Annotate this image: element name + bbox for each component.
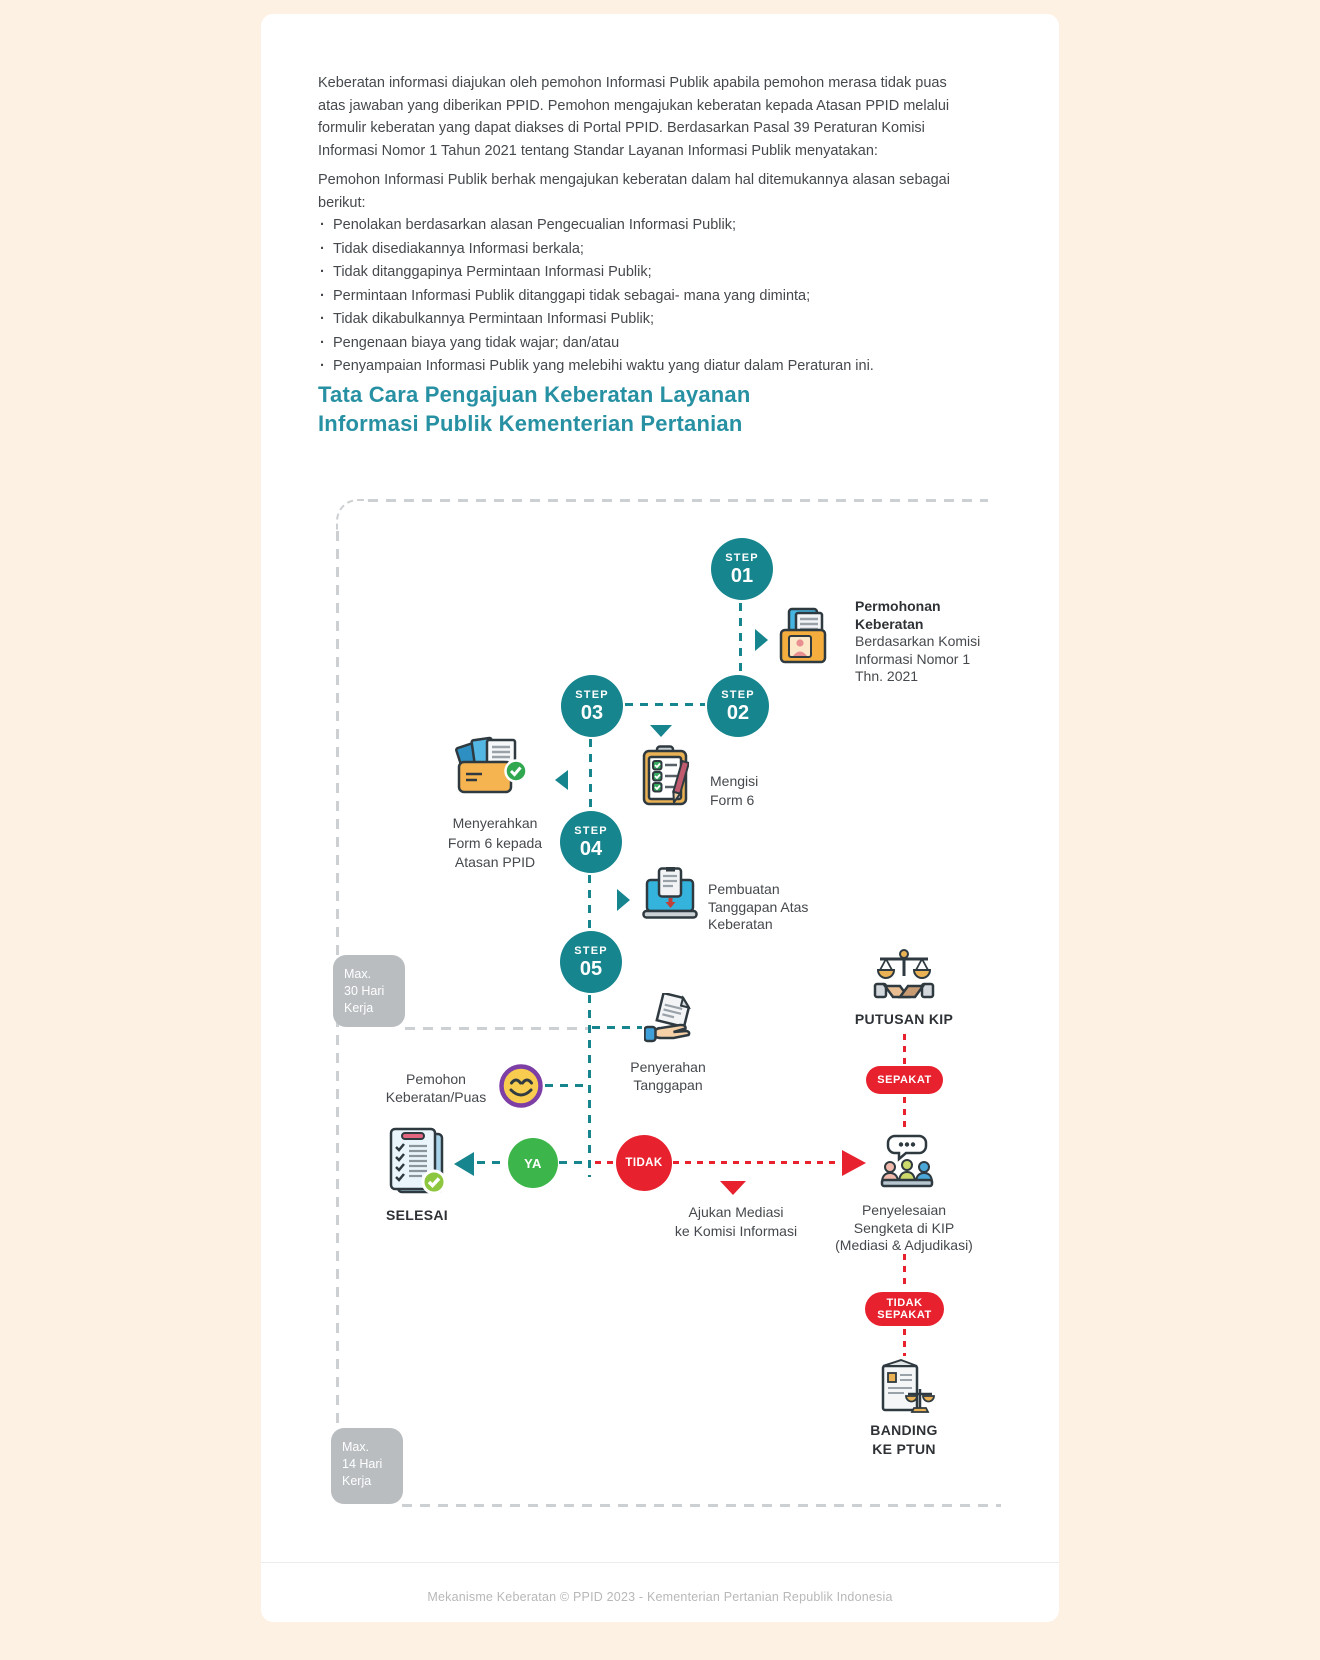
arrow-left-to-menyerahkan-icon [555,770,568,790]
step-circle-05 [560,931,622,993]
legal-document-scales-icon [874,1358,938,1416]
step-word: STEP [575,688,609,701]
mengisi-label [710,772,800,810]
label-line: Pembuatan [708,881,780,897]
label-line: Menyerahkan [452,815,538,831]
connector-ya-left [477,1161,507,1164]
footer-text: Mekanisme Keberatan © PPID 2023 - Kementerian Pertanian Republik Indonesia [427,1590,893,1604]
hand-document-icon [644,993,698,1047]
connector-sepakat-penyelesaian [903,1097,906,1131]
permohonan-label [855,598,1005,686]
list-item: · Penyampaian Informasi Publik yang melebihi waktu yang diatur dalam Peraturan ini. [318,355,968,379]
objection-reasons-list [318,214,968,379]
banding-label [844,1421,964,1459]
paragraph-line: Informasi Nomor 1 Tahun 2021 tentang Standar Layanan Informasi Publik menyatakan: [318,142,878,159]
connector-tidak-right [673,1161,841,1164]
connector-step1-step2 [739,603,742,673]
menyerahkan-label [415,814,575,873]
list-item: · Permintaan Informasi Publik ditanggapi tidak sebagai- mana yang diminta; [318,285,968,309]
label-line: Berdasarkan Komisi [855,633,981,649]
checklist-complete-icon [386,1126,448,1198]
badge-line: TIDAK [886,1297,923,1309]
label-line: Tanggapan Atas [708,898,809,915]
page-title-line: Informasi Publik Kementerian Pertanian [318,411,743,436]
penyerahan-label [608,1058,728,1094]
list-item: · Tidak ditanggapinya Permintaan Informasi Publik; [318,261,968,285]
duration-badge-30-days [333,955,405,1027]
label-line: Atasan PPID [454,854,536,870]
step-word: STEP [574,944,608,957]
duration-line: 30 Hari [344,984,385,998]
connector-tidaksepakat-banding [903,1329,906,1356]
footer-divider [261,1562,1059,1563]
pembuatan-label [708,881,838,934]
step-word: STEP [725,551,759,564]
step-circle-02 [707,675,769,737]
pemohon-puas-label [366,1071,506,1106]
paragraph-line: Keberatan informasi diajukan oleh pemohon Informasi Publik apabila pemohon merasa tidak puas [318,75,947,91]
laptop-document-icon [642,867,698,919]
content-card [261,14,1059,1622]
folder-documents-check-icon [455,735,530,800]
label-line: Keberatan/Puas [385,1088,487,1105]
ya-badge: YA [508,1138,558,1188]
duration-line: Kerja [342,1474,372,1488]
label-line: Thn. 2021 [855,668,919,684]
flowchart-frame-top [368,499,988,502]
step-word: STEP [721,688,755,701]
label-line: KE PTUN [872,1441,936,1457]
label-line: Keberatan [855,615,924,632]
step-number: 03 [580,701,604,724]
step-number: 05 [579,957,603,980]
connector-smiley [545,1084,587,1087]
label-line: (Mediasi & Adjudikasi) [835,1237,973,1253]
paragraph-line: berikut: [318,194,366,211]
paragraph-line: formulir keberatan yang dapat diakses di Portal PPID. Berdasarkan Pasal 39 Peraturan Komisi [318,120,925,136]
arrow-right-to-permohonan-icon [755,629,768,651]
label-line: Tanggapan [633,1077,703,1093]
connector-putusan-sepakat [903,1034,906,1064]
tidak-badge: TIDAK [616,1135,672,1191]
step-circle-03 [561,675,623,737]
paragraph-line: atas jawaban yang diberikan PPID. Pemohon mengajukan keberatan kepada Atasan PPID melalui [318,97,950,114]
arrow-right-to-penyelesaian [842,1150,866,1176]
arrow-left-to-selesai [454,1152,474,1176]
step-circle-01 [711,538,773,600]
sepakat-badge: SEPAKAT [866,1066,943,1094]
tidak-sepakat-badge [865,1292,944,1326]
step-word: STEP [574,824,608,837]
step-number: 04 [579,837,603,860]
folder-profile-icon [775,606,833,668]
mediation-people-icon [876,1134,938,1192]
badge-line: SEPAKAT [877,1309,932,1321]
connector-tidak-left [595,1161,616,1164]
connector-step5-decision [588,995,591,1177]
step-number: 02 [726,701,750,724]
label-line: Penyelesaian [861,1202,947,1218]
label-line: ke Komisi Informasi [674,1222,798,1239]
label-line: Ajukan Mediasi [688,1204,784,1220]
duration-badge-14-days [331,1428,403,1504]
connector-penyerahan [592,1026,642,1029]
flowchart-frame-corner [336,499,370,533]
arrow-down-mediasi [720,1181,746,1195]
duration-line: 14 Hari [342,1457,383,1471]
duration-line: Kerja [344,1001,374,1015]
arrow-down-to-mengisi-icon [650,725,672,737]
connector-ya-right [559,1161,591,1164]
connector-step3-step4 [589,739,592,809]
label-line: Form 6 kepada [447,834,543,851]
arrow-right-to-laptop-icon [617,889,630,911]
label-line: Sengketa di KIP [853,1219,955,1236]
connector-step2-step3 [625,703,705,706]
list-item: · Penolakan berdasarkan alasan Pengecualian Informasi Publik; [318,214,968,238]
clipboard-checklist-icon [641,745,689,807]
label-line: Keberatan [708,916,773,932]
ajukan-mediasi-label [656,1203,816,1240]
label-line: Mengisi [710,773,759,789]
flowchart-frame-bottom [402,1504,1001,1507]
scales-handshake-icon [873,948,935,1006]
penyelesaian-label [819,1202,989,1255]
label-line: BANDING [870,1422,938,1438]
label-line: Pemohon [406,1071,466,1087]
page-title-line: Tata Cara Pengajuan Keberatan Layanan [318,382,751,407]
paragraph-line: Pemohon Informasi Publik berhak mengajukan keberatan dalam hal ditemukannya alasan sebagai [318,172,950,188]
duration-line: Max. [342,1440,370,1454]
list-item: · Pengenaan biaya yang tidak wajar; dan/atau [318,332,968,356]
selesai-label: SELESAI [385,1207,448,1223]
connector-penyelesaian-tidaksepakat [903,1254,906,1290]
putusan-kip-label: PUTUSAN KIP [854,1011,954,1027]
intro-paragraph-2 [318,169,978,214]
label-line: Penyerahan [630,1059,706,1075]
connector-step4-step5 [588,875,591,929]
flowchart-frame-divider [405,1027,590,1030]
label-line: Form 6 [710,792,755,808]
step-number: 01 [730,564,754,587]
duration-line: Max. [344,967,372,981]
list-item: · Tidak disediakannya Informasi berkala; [318,238,968,262]
label-line: Informasi Nomor 1 [855,650,971,667]
intro-paragraph-1 [318,72,978,162]
page-title [318,380,750,438]
label-line: Permohonan [855,598,941,614]
list-item: · Tidak dikabulkannya Permintaan Informasi Publik; [318,308,968,332]
